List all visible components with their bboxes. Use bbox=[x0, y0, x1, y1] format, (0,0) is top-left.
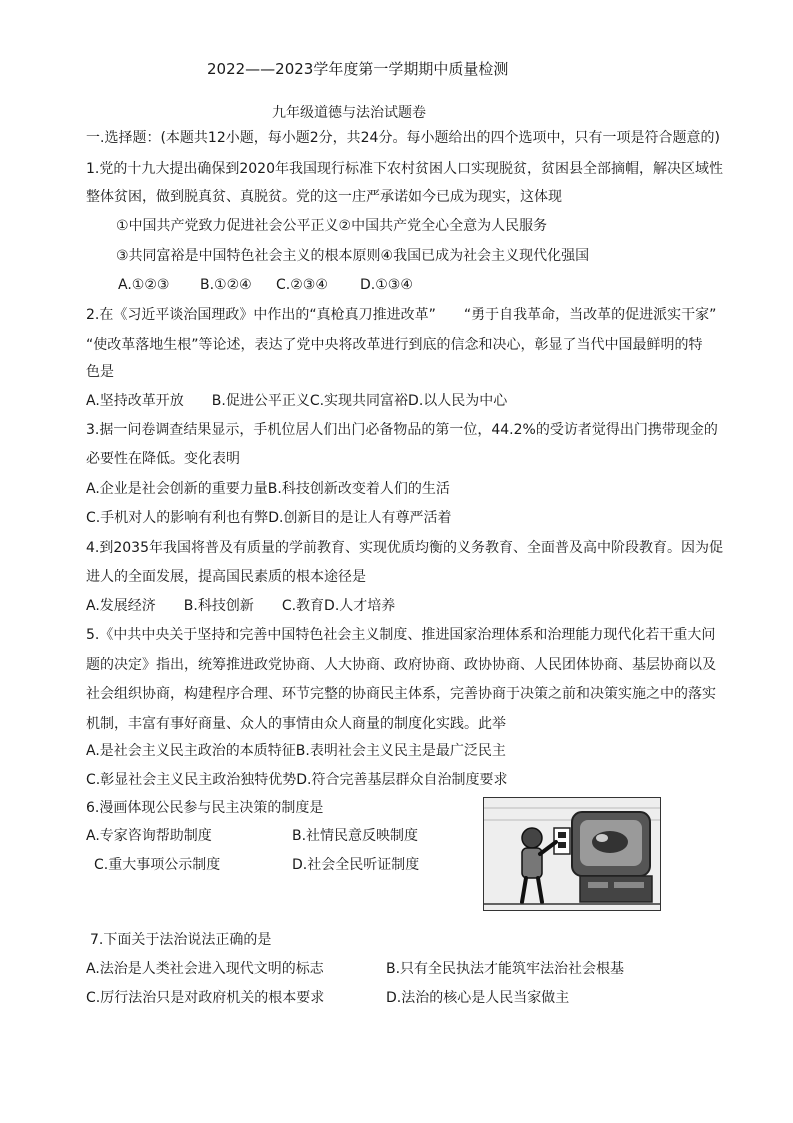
question-7-option-a: A.法治是人类社会进入现代文明的标志 bbox=[86, 961, 324, 977]
question-5-line-2: 题的决定》指出，统筹推进政党协商、人大协商、政府协商、政协协商、人民团体协商、基层协商以及 bbox=[86, 657, 716, 673]
question-5-options-2: C.彰显社会主义民主政治独特优势D.符合完善基层群众自治制度要求 bbox=[86, 772, 508, 788]
question-1-option-a: A.①②③ bbox=[118, 277, 170, 293]
question-3-line-2: 必要性在降低。变化表明 bbox=[86, 451, 240, 467]
question-5-options-1: A.是社会主义民主政治的本质特征B.表明社会主义民主是最广泛民主 bbox=[86, 743, 506, 759]
question-6-option-c: C.重大事项公示制度 bbox=[94, 857, 221, 873]
question-1-option-b: B.①②④ bbox=[200, 277, 252, 293]
cartoon-illustration bbox=[484, 798, 660, 910]
exam-title: 2022——2023学年度第一学期期中质量检测 bbox=[207, 60, 509, 78]
question-2-options: A.坚持改革开放 B.促进公平正义C.实现共同富裕D.以人民为中心 bbox=[86, 393, 508, 409]
question-6-option-a: A.专家咨询帮助制度 bbox=[86, 828, 212, 844]
question-3-options-1: A.企业是社会创新的重要力量B.科技创新改变着人们的生活 bbox=[86, 481, 450, 497]
question-4-line-2: 进人的全面发展，提高国民素质的根本途径是 bbox=[86, 569, 366, 585]
question-1-line-1: 1.党的十九大提出确保到2020年我国现行标准下农村贫困人口实现脱贫，贫困县全部摘帽，解决区域性 bbox=[86, 161, 723, 177]
question-5-line-3: 社会组织协商，构建程序合理、环节完整的协商民主体系，完善协商于决策之前和决策实施之中的落实 bbox=[86, 686, 716, 702]
question-1-option-d: D.①③④ bbox=[360, 277, 413, 293]
question-6-line-1: 6.漫画体现公民参与民主决策的制度是 bbox=[86, 800, 324, 816]
question-6-option-d: D.社会全民听证制度 bbox=[292, 857, 420, 873]
question-5-line-4: 机制，丰富有事好商量、众人的事情由众人商量的制度化实践。此举 bbox=[86, 716, 506, 732]
question-3-options-2: C.手机对人的影响有利也有弊D.创新目的是让人有尊严活着 bbox=[86, 510, 452, 526]
question-5-line-1: 5.《中共中央关于坚持和完善中国特色社会主义制度、推进国家治理体系和治理能力现代化若干重大问 bbox=[86, 627, 716, 643]
question-2-line-1: 2.在《习近平谈治国理政》中作出的“真枪真刀推进改革” “勇于自我革命，当改革的促进派实干家” bbox=[86, 307, 717, 323]
question-1-statement-2: ③共同富裕是中国特色社会主义的根本原则④我国已成为社会主义现代化强国 bbox=[116, 248, 590, 264]
question-4-options: A.发展经济 B.科技创新 C.教育D.人才培养 bbox=[86, 598, 396, 614]
question-7-option-b: B.只有全民执法才能筑牢法治社会根基 bbox=[386, 961, 625, 977]
question-3-line-1: 3.据一问卷调查结果显示，手机位居人们出门必备物品的第一位，44.2%的受访者觉得出门携带现金的 bbox=[86, 422, 718, 438]
question-6-option-b: B.社情民意反映制度 bbox=[292, 828, 419, 844]
cartoon-image bbox=[483, 797, 661, 911]
question-1-option-c: C.②③④ bbox=[276, 277, 328, 293]
question-4-line-1: 4.到2035年我国将普及有质量的学前教育、实现优质均衡的义务教育、全面普及高中阶段教育。因为促 bbox=[86, 540, 723, 556]
question-1-line-2: 整体贫困，做到脱真贫、真脱贫。党的这一庄严承诺如今已成为现实，这体现 bbox=[86, 189, 562, 205]
question-7-line-1: 7.下面关于法治说法正确的是 bbox=[90, 932, 272, 948]
exam-subtitle: 九年级道德与法治试题卷 bbox=[272, 105, 426, 121]
question-1-statement-1: ①中国共产党致力促进社会公平正义②中国共产党全心全意为人民服务 bbox=[116, 218, 548, 234]
section-heading: 一.选择题：(本题共12小题，每小题2分，共24分。每小题给出的四个选项中，只有一项是符合题意的) bbox=[86, 130, 720, 146]
question-7-option-d: D.法治的核心是人民当家做主 bbox=[386, 990, 570, 1006]
question-2-line-3: 色是 bbox=[86, 364, 114, 380]
question-2-line-2: “使改革落地生根”等论述，表达了党中央将改革进行到底的信念和决心，彰显了当代中国最鲜明的特 bbox=[86, 337, 703, 353]
question-7-option-c: C.厉行法治只是对政府机关的根本要求 bbox=[86, 990, 325, 1006]
